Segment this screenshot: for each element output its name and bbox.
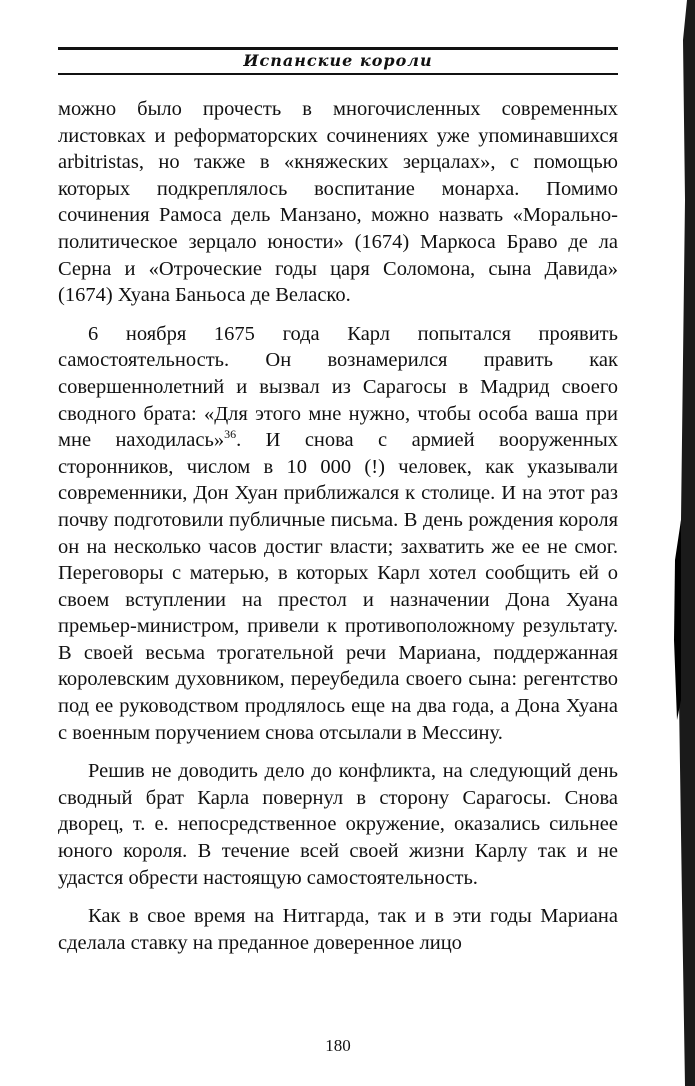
footnote-ref: 36 <box>224 427 237 442</box>
body-text <box>58 96 618 968</box>
page-number: 180 <box>325 1036 351 1055</box>
paragraph-2-end: . И снова с армией вооруженных сторонников, числом в 10 000 (!) человек, как указывали современники, Дон Хуан приближался к столице. И на этот раз почву подготовили публичные письма. В день рождения короля он на несколько часов достиг власти; захватить же ее не смог. Переговоры с матерью, в которых Карл хотел сообщить ей о своем вступлении на престол и назначении Дона Хуана премьер-министром, привели к противоположному результату. В своей весьма трогательной речи Мариана, поддержанная королевским духовником, переубедила своего сына: регентство под ее руководством продлялось еще на два года, а Дона Хуана с военным поручением снова отсылали в Мессину. <box>58 429 618 744</box>
paragraph-1: можно было прочесть в многочисленных современных листовках и реформаторских сочинениях уже упоминавшихся arbitristas, но также в «княжеских зерцалах», с помощью которых подкреплялось воспитание монарха. Помимо сочинения Рамоса дель Манзано, можно назвать «Морально-политическое зерцало юности» (1674) Маркоса Браво де ла Серна и «Отроческие годы царя Соломона, сына Давида» (1674) Хуана Баньоса де Веласко. <box>58 98 618 307</box>
paragraph-3: Решив не доводить дело до конфликта, на следующий день сводный брат Карла повернул в сторону Сарагосы. Снова дворец, т. е. непосредственное окружение, оказались сильнее юного короля. В течение всей своей жизни Карлу так и не удастся обрести настоящую самостоятельность. <box>58 760 618 889</box>
header-rule-bottom <box>58 73 618 75</box>
paragraph-2-start: 6 ноября 1675 года Карл попытался проявить самостоятельность. Он вознамерился править как совершеннолетний и вызвал из Сарагосы в Мадрид своего сводного брата: «Для этого мне нужно, чтобы особа ваша при мне находилась» <box>58 322 618 452</box>
paragraph-2 <box>58 321 618 747</box>
paragraph-4: Как в свое время на Нитгарда, так и в эти годы Мариана сделала ставку на преданное доверенное лицо <box>58 905 618 954</box>
scan-edge-shadow <box>673 0 695 1086</box>
running-head: Испанские короли <box>243 51 433 70</box>
